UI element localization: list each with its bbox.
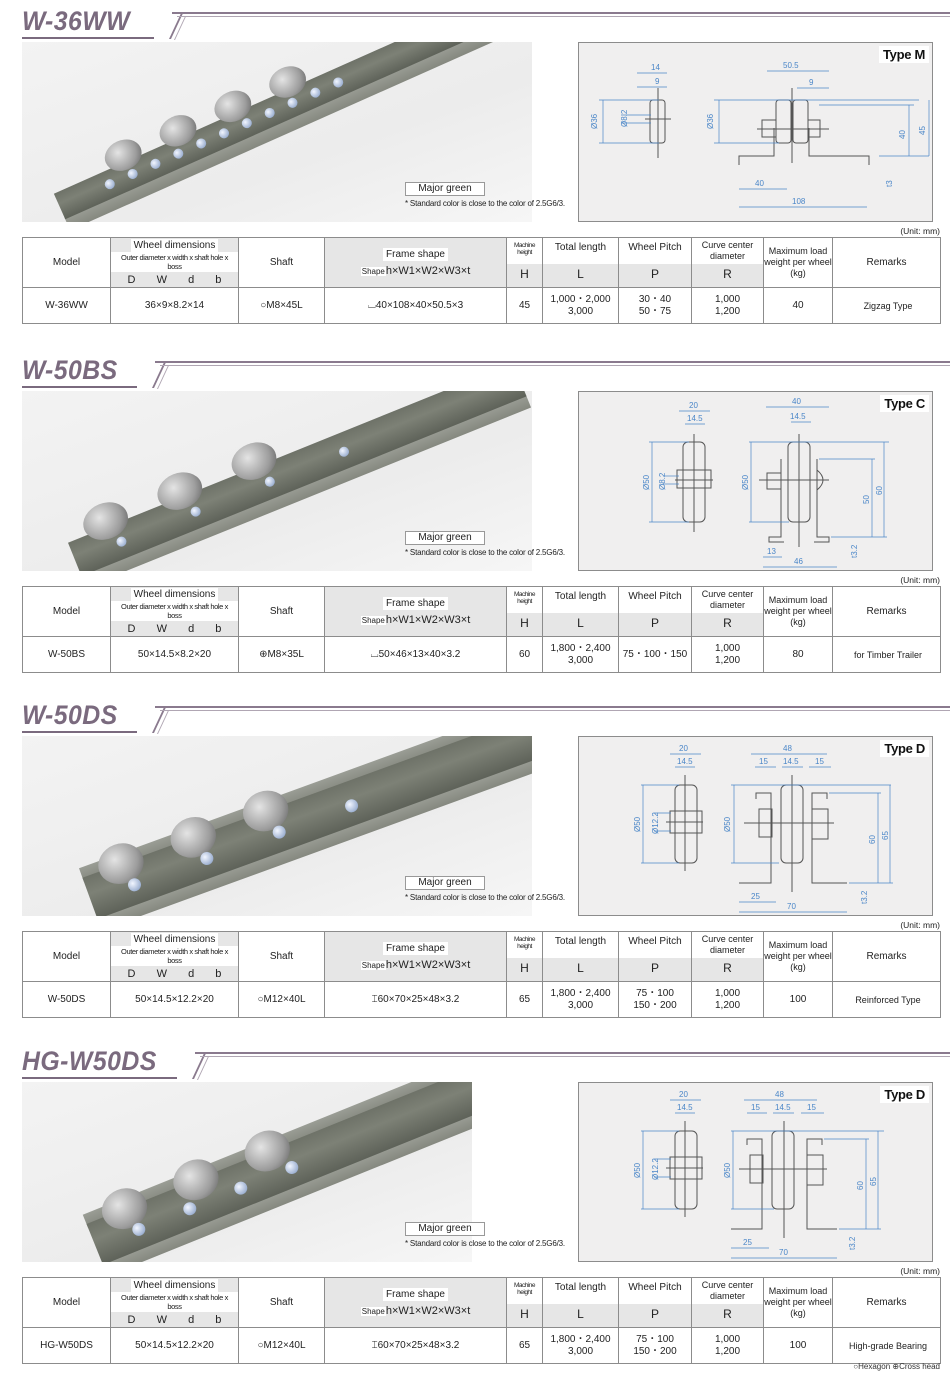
cell-pitch — [619, 637, 692, 673]
svg-text:48: 48 — [783, 744, 792, 753]
cell-frame: ⌶60×70×25×48×3.2 — [325, 982, 507, 1018]
header-wheel-pitch: Wheel Pitch — [619, 932, 691, 958]
svg-text:40: 40 — [792, 397, 801, 406]
svg-text:40: 40 — [755, 179, 764, 188]
svg-text:13: 13 — [767, 547, 776, 556]
color-note: * Standard color is close to the color of 2.5G6/3. — [405, 1239, 565, 1248]
length-line: 3,000 — [567, 305, 594, 317]
letter-b: b — [215, 274, 222, 286]
pitch-line: 75・100 — [636, 987, 674, 999]
cell-remarks: for Timber Trailer — [833, 637, 941, 673]
header-total-length: Total length — [543, 238, 618, 264]
letter-p: P — [650, 1307, 659, 1321]
header-machine-height: Machine height — [507, 1282, 542, 1296]
header-curve-center: Curve center diameter — [692, 238, 763, 264]
cell-height: 65 — [507, 982, 543, 1018]
letter-d: D — [127, 1314, 136, 1326]
cell-shaft: ⊕M8×35L — [239, 637, 325, 673]
cell-wheel: 50×14.5×8.2×20 — [111, 637, 239, 673]
header-machine-height: Machine height — [507, 936, 542, 950]
letter-b: b — [215, 968, 222, 980]
letter-r: R — [723, 1307, 732, 1321]
svg-text:15: 15 — [751, 1103, 760, 1112]
header-frame-shape: Frame shape — [383, 597, 448, 610]
header-frame-formula: h×W1×W2×W3×t — [385, 959, 471, 971]
header-max-load: Maximum load weight per wheel (kg) — [764, 940, 832, 972]
drawing-type-label: Type D — [880, 740, 929, 757]
svg-text:20: 20 — [679, 1090, 688, 1099]
header-model: Model — [52, 606, 81, 617]
letter-h: H — [520, 267, 529, 281]
letter-d-small: d — [188, 274, 195, 286]
dimension-drawing-type-d — [579, 737, 934, 917]
cell-wheel: 50×14.5×12.2×20 — [111, 1328, 239, 1364]
svg-text:25: 25 — [743, 1238, 752, 1247]
header-frame-formula: h×W1×W2×W3×t — [385, 614, 471, 626]
svg-text:25: 25 — [751, 892, 760, 901]
table-header-row — [23, 932, 941, 982]
header-total-length: Total length — [543, 587, 618, 613]
header-wheel-dimensions: Wheel dimensions — [131, 239, 219, 252]
svg-text:60: 60 — [856, 1181, 865, 1190]
header-frame-prefix: Shape — [361, 616, 385, 625]
letter-l: L — [577, 961, 584, 975]
header-curve-center: Curve center diameter — [692, 932, 763, 958]
letter-b: b — [215, 623, 222, 635]
title-underline — [22, 386, 137, 388]
title-underline — [22, 37, 154, 39]
svg-text:Ø50: Ø50 — [633, 1162, 642, 1178]
table-header-row — [23, 1278, 941, 1328]
section-header — [22, 6, 950, 40]
svg-text:14.5: 14.5 — [775, 1103, 791, 1112]
svg-text:t3: t3 — [885, 180, 894, 187]
length-line: 1,800・2,400 — [550, 642, 611, 654]
letter-d: D — [127, 274, 136, 286]
cell-model: W-50DS — [23, 982, 111, 1018]
cell-remarks: Reinforced Type — [833, 982, 941, 1018]
cell-length — [543, 1328, 619, 1364]
curve-line: 1,000 — [714, 987, 741, 999]
cell-model: W-50BS — [23, 637, 111, 673]
pitch-line: 150・200 — [633, 999, 677, 1011]
drawing-type-label: Type M — [879, 46, 929, 63]
header-frame-formula: h×W1×W2×W3×t — [385, 265, 471, 277]
svg-text:Ø12.2: Ø12.2 — [651, 812, 660, 834]
cell-load: 100 — [764, 982, 833, 1018]
svg-text:20: 20 — [689, 401, 698, 410]
curve-line: 1,200 — [714, 305, 741, 317]
svg-text:t3.2: t3.2 — [848, 1236, 857, 1250]
technical-drawing — [578, 42, 933, 222]
curve-line: 1,200 — [714, 654, 741, 666]
svg-text:Ø50: Ø50 — [633, 816, 642, 832]
length-line: 1,000・2,000 — [550, 293, 611, 305]
spec-table — [22, 586, 941, 673]
title-rule — [160, 710, 950, 711]
length-line: 3,000 — [567, 999, 594, 1011]
spec-table — [22, 237, 941, 324]
svg-text:60: 60 — [868, 835, 877, 844]
svg-text:9: 9 — [809, 78, 814, 87]
cell-wheel: 36×9×8.2×14 — [111, 288, 239, 324]
letter-r: R — [723, 961, 732, 975]
svg-text:Ø36: Ø36 — [590, 113, 599, 129]
header-max-load: Maximum load weight per wheel (kg) — [764, 246, 832, 278]
color-note: * Standard color is close to the color of 2.5G6/3. — [405, 199, 565, 208]
letter-h: H — [520, 616, 529, 630]
header-total-length: Total length — [543, 932, 618, 958]
cell-frame: ⌴50×46×13×40×3.2 — [325, 637, 507, 673]
svg-text:14.5: 14.5 — [687, 414, 703, 423]
curve-line: 1,200 — [714, 1345, 741, 1357]
table-row — [23, 288, 941, 324]
svg-text:65: 65 — [869, 1177, 878, 1186]
product-section-w36ww — [0, 0, 950, 345]
header-max-load: Maximum load weight per wheel (kg) — [764, 595, 832, 627]
header-shaft: Shaft — [269, 1297, 294, 1308]
svg-text:14.5: 14.5 — [790, 412, 806, 421]
dimension-drawing-type-d — [579, 1083, 934, 1263]
cell-length — [543, 982, 619, 1018]
title-rule — [195, 1052, 950, 1054]
svg-text:46: 46 — [794, 557, 803, 566]
header-wheel-dimensions: Wheel dimensions — [131, 1279, 219, 1292]
product-section-w50ds — [0, 694, 950, 1039]
length-line: 3,000 — [567, 654, 594, 666]
svg-text:60: 60 — [875, 486, 884, 495]
title-rule — [177, 16, 950, 17]
svg-text:15: 15 — [807, 1103, 816, 1112]
letter-r: R — [723, 267, 732, 281]
cell-height: 45 — [507, 288, 543, 324]
section-header — [22, 355, 950, 389]
svg-text:15: 15 — [759, 757, 768, 766]
pitch-line: 30・40 — [638, 293, 672, 305]
svg-text:14.5: 14.5 — [677, 1103, 693, 1112]
svg-text:20: 20 — [679, 744, 688, 753]
cell-shaft: ○M12×40L — [239, 1328, 325, 1364]
model-title: HG-W50DS — [22, 1046, 157, 1076]
table-row — [23, 1328, 941, 1364]
table-header-row — [23, 587, 941, 637]
length-line: 1,800・2,400 — [550, 987, 611, 999]
section-header — [22, 700, 950, 734]
cell-shaft: ○M8×45L — [239, 288, 325, 324]
cell-model: W-36WW — [23, 288, 111, 324]
letter-l: L — [577, 267, 584, 281]
letter-p: P — [650, 961, 659, 975]
header-model: Model — [52, 951, 81, 962]
cell-curve — [692, 288, 764, 324]
header-remarks: Remarks — [866, 606, 907, 617]
letter-w: W — [156, 623, 167, 635]
header-frame-prefix: Shape — [361, 1307, 385, 1316]
pitch-line: 75・100 — [636, 1333, 674, 1345]
cell-pitch — [619, 982, 692, 1018]
svg-text:14: 14 — [651, 63, 660, 72]
drawing-type-label: Type C — [880, 395, 929, 412]
cell-frame: ⌶60×70×25×48×3.2 — [325, 1328, 507, 1364]
letter-h: H — [520, 1307, 529, 1321]
header-remarks: Remarks — [866, 951, 907, 962]
letter-r: R — [723, 616, 732, 630]
table-row — [23, 982, 941, 1018]
cell-curve — [692, 982, 764, 1018]
title-rule — [172, 12, 950, 14]
cell-pitch — [619, 288, 692, 324]
title-underline — [22, 1077, 177, 1079]
letter-d: D — [127, 968, 136, 980]
letter-d-small: d — [188, 1314, 195, 1326]
header-wheel-dimensions: Wheel dimensions — [131, 588, 219, 601]
header-machine-height: Machine height — [507, 242, 542, 256]
letter-w: W — [156, 274, 167, 286]
header-remarks: Remarks — [866, 257, 907, 268]
pitch-line: 75・100・150 — [622, 648, 688, 660]
letter-w: W — [156, 968, 167, 980]
title-rule — [155, 706, 950, 708]
header-frame-shape: Frame shape — [383, 248, 448, 261]
header-model: Model — [52, 1297, 81, 1308]
color-label: Major green — [405, 531, 485, 545]
table-header-row — [23, 238, 941, 288]
cell-height: 65 — [507, 1328, 543, 1364]
header-wheel-pitch: Wheel Pitch — [619, 587, 691, 613]
svg-text:108: 108 — [792, 197, 806, 206]
cell-remarks: Zigzag Type — [833, 288, 941, 324]
color-label: Major green — [405, 876, 485, 890]
cell-model: HG-W50DS — [23, 1328, 111, 1364]
svg-text:Ø12.2: Ø12.2 — [651, 1158, 660, 1180]
cell-height: 60 — [507, 637, 543, 673]
header-wheel-sub: Outer diameter x width x shaft hole x boss — [111, 252, 238, 272]
cell-load: 100 — [764, 1328, 833, 1364]
color-note: * Standard color is close to the color of 2.5G6/3. — [405, 893, 565, 902]
length-line: 1,800・2,400 — [550, 1333, 611, 1345]
cell-frame: ⌴40×108×40×50.5×3 — [325, 288, 507, 324]
svg-text:14.5: 14.5 — [677, 757, 693, 766]
svg-text:t3.2: t3.2 — [850, 544, 859, 558]
unit-label: (Unit: mm) — [900, 226, 940, 236]
svg-text:Ø50: Ø50 — [723, 816, 732, 832]
model-title: W-36WW — [22, 6, 131, 36]
header-frame-prefix: Shape — [361, 961, 385, 970]
cell-shaft: ○M12×40L — [239, 982, 325, 1018]
header-shaft: Shaft — [269, 951, 294, 962]
pitch-line: 150・200 — [633, 1345, 677, 1357]
svg-text:Ø8.2: Ø8.2 — [658, 472, 667, 490]
svg-text:Ø50: Ø50 — [642, 474, 651, 490]
header-model: Model — [52, 257, 81, 268]
svg-text:70: 70 — [787, 902, 796, 911]
svg-text:15: 15 — [815, 757, 824, 766]
letter-l: L — [577, 616, 584, 630]
shaft-head-legend: ○Hexagon ⊕Cross head — [853, 1362, 940, 1371]
cell-length — [543, 637, 619, 673]
header-wheel-pitch: Wheel Pitch — [619, 1278, 691, 1304]
svg-text:48: 48 — [775, 1090, 784, 1099]
product-section-w50bs — [0, 349, 950, 694]
header-machine-height: Machine height — [507, 591, 542, 605]
cell-load: 80 — [764, 637, 833, 673]
header-wheel-sub: Outer diameter x width x shaft hole x boss — [111, 1292, 238, 1312]
dimension-drawing-type-c — [579, 392, 934, 572]
header-frame-shape: Frame shape — [383, 1288, 448, 1301]
header-frame-shape: Frame shape — [383, 942, 448, 955]
svg-text:Ø50: Ø50 — [741, 474, 750, 490]
svg-text:9: 9 — [655, 77, 660, 86]
curve-line: 1,000 — [714, 642, 741, 654]
color-label: Major green — [405, 182, 485, 196]
cell-wheel: 50×14.5×12.2×20 — [111, 982, 239, 1018]
cell-curve — [692, 1328, 764, 1364]
technical-drawing — [578, 1082, 933, 1262]
model-title: W-50BS — [22, 355, 118, 385]
letter-p: P — [650, 267, 659, 281]
color-label: Major green — [405, 1222, 485, 1236]
svg-text:40: 40 — [898, 130, 907, 139]
letter-h: H — [520, 961, 529, 975]
cell-length — [543, 288, 619, 324]
header-wheel-pitch: Wheel Pitch — [619, 238, 691, 264]
header-wheel-dimensions: Wheel dimensions — [131, 933, 219, 946]
svg-text:50: 50 — [862, 495, 871, 504]
header-wheel-sub: Outer diameter x width x shaft hole x boss — [111, 946, 238, 966]
color-note: * Standard color is close to the color of 2.5G6/3. — [405, 548, 565, 557]
svg-text:45: 45 — [918, 126, 927, 135]
header-max-load: Maximum load weight per wheel (kg) — [764, 1286, 832, 1318]
svg-text:t3.2: t3.2 — [860, 890, 869, 904]
title-rule — [155, 361, 950, 363]
unit-label: (Unit: mm) — [900, 920, 940, 930]
letter-b: b — [215, 1314, 222, 1326]
header-frame-formula: h×W1×W2×W3×t — [385, 1305, 471, 1317]
title-rule — [160, 365, 950, 366]
header-remarks: Remarks — [866, 1297, 907, 1308]
header-wheel-sub: Outer diameter x width x shaft hole x boss — [111, 601, 238, 621]
table-row — [23, 637, 941, 673]
length-line: 3,000 — [567, 1345, 594, 1357]
svg-text:Ø8.2: Ø8.2 — [620, 109, 629, 127]
letter-d-small: d — [188, 623, 195, 635]
cell-pitch — [619, 1328, 692, 1364]
section-header — [22, 1046, 950, 1080]
technical-drawing — [578, 391, 933, 571]
header-shaft: Shaft — [269, 606, 294, 617]
header-curve-center: Curve center diameter — [692, 1278, 763, 1304]
model-title: W-50DS — [22, 700, 118, 730]
cell-remarks: High-grade Bearing — [833, 1328, 941, 1364]
title-underline — [22, 731, 137, 733]
svg-text:50.5: 50.5 — [783, 61, 799, 70]
header-shaft: Shaft — [269, 257, 294, 268]
header-frame-prefix: Shape — [361, 267, 385, 276]
letter-w: W — [156, 1314, 167, 1326]
drawing-type-label: Type D — [880, 1086, 929, 1103]
unit-label: (Unit: mm) — [900, 1266, 940, 1276]
letter-p: P — [650, 616, 659, 630]
cell-load: 40 — [764, 288, 833, 324]
cell-curve — [692, 637, 764, 673]
technical-drawing — [578, 736, 933, 916]
svg-text:14.5: 14.5 — [783, 757, 799, 766]
title-rule — [200, 1056, 950, 1057]
unit-label: (Unit: mm) — [900, 575, 940, 585]
svg-text:70: 70 — [779, 1248, 788, 1257]
svg-text:Ø50: Ø50 — [723, 1162, 732, 1178]
letter-d-small: d — [188, 968, 195, 980]
dimension-drawing-type-m — [579, 43, 934, 223]
curve-line: 1,200 — [714, 999, 741, 1011]
spec-table — [22, 1277, 941, 1364]
letter-l: L — [577, 1307, 584, 1321]
curve-line: 1,000 — [714, 1333, 741, 1345]
product-section-hg-w50ds — [0, 1040, 950, 1379]
svg-text:65: 65 — [881, 831, 890, 840]
svg-text:Ø36: Ø36 — [706, 113, 715, 129]
header-curve-center: Curve center diameter — [692, 587, 763, 613]
header-total-length: Total length — [543, 1278, 618, 1304]
letter-d: D — [127, 623, 136, 635]
pitch-line: 50・75 — [638, 305, 672, 317]
curve-line: 1,000 — [714, 293, 741, 305]
spec-table — [22, 931, 941, 1018]
